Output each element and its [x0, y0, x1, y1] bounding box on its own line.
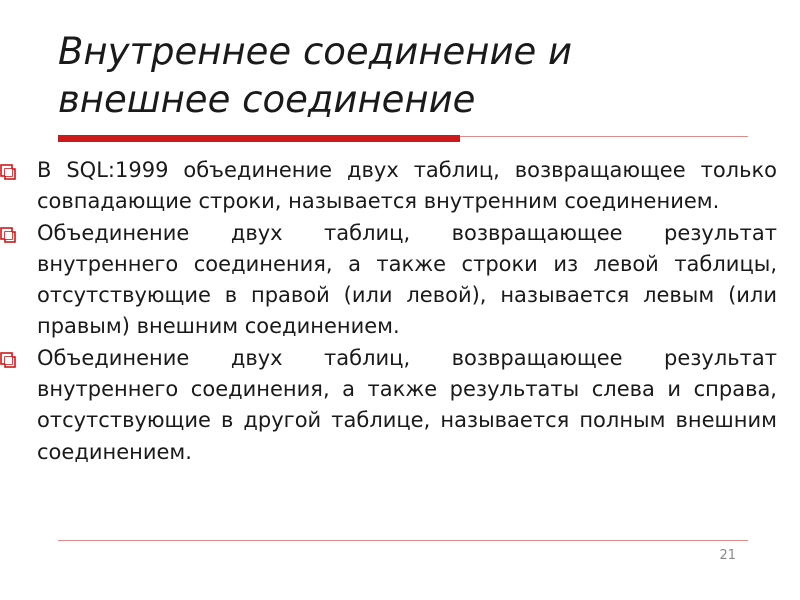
slide-title [58, 28, 758, 124]
hollow-square-bullet-icon [0, 352, 16, 368]
slide-title-line-2: внешнее соединение [58, 78, 476, 121]
bullet-text: Объединение двух таблиц, возвращающее результат внутреннего соединения, а также строки из левой таблицы, отсутствующие в правой (или левой), называется левым (или правым) внешним соединением. [37, 220, 777, 339]
hollow-square-bullet-icon [0, 164, 16, 180]
bullet-item [0, 218, 777, 343]
bullet-text: Объединение двух таблиц, возвращающее результат внутреннего соединения, а также результаты слева и справа, отсутствующие в другой таблице, называется полным внешним соединением. [37, 345, 777, 464]
bullet-list [0, 155, 800, 468]
bullet-text: В SQL:1999 объединение двух таблиц, возвращающее только совпадающие строки, называется внутренним соединением. [37, 158, 777, 214]
footer-divider [58, 540, 748, 541]
bullet-item [0, 155, 777, 218]
page-number: 21 [719, 548, 736, 563]
hollow-square-bullet-icon [0, 227, 16, 243]
bullet-item [0, 343, 777, 468]
slide-title-line-1: Внутреннее соединение и [58, 30, 573, 73]
title-divider-accent [58, 135, 460, 142]
